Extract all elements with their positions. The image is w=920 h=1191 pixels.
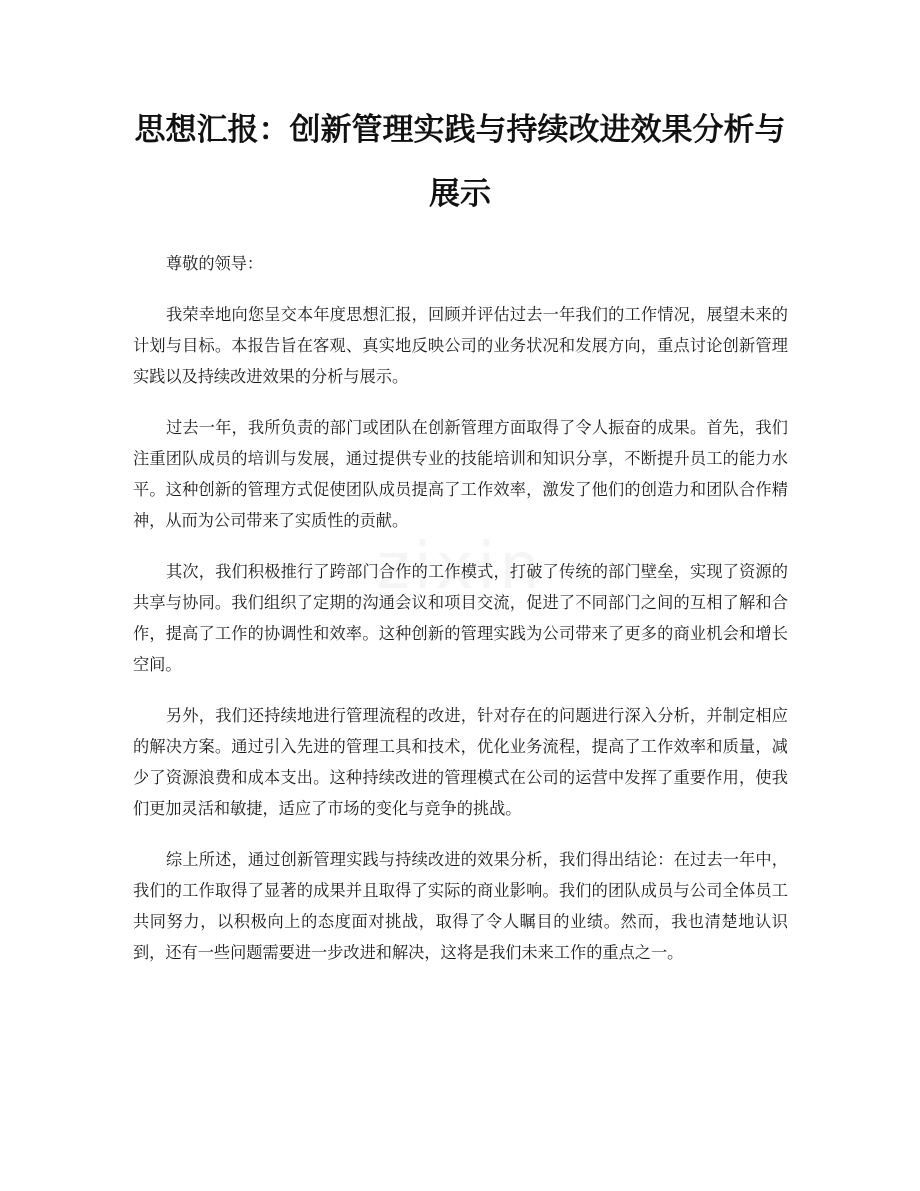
paragraph-conclusion: 综上所述，通过创新管理实践与持续改进的效果分析，我们得出结论：在过去一年中，我们的工作取得了显著的成果并且取得了实际的商业影响。我们的团队成员与公司全体员工共同努力，以积极向上的态度面对挑战，取得了令人瞩目的业绩。然而，我也清楚地认识到，还有一些问题需要进一步改进和解决，这将是我们未来工作的重点之一。 (133, 850, 788, 962)
paragraph-training: 过去一年，我所负责的部门或团队在创新管理方面取得了令人振奋的成果。首先，我们注重团队成员的培训与发展，通过提供专业的技能培训和知识分享，不断提升员工的能力水平。这种创新的管理方式促使团队成员提高了工作效率，激发了他们的创造力和团队合作精神，从而为公司带来了实质性的贡献。 (133, 418, 788, 530)
paragraph-process-improvement: 另外，我们还持续地进行管理流程的改进，针对存在的问题进行深入分析，并制定相应的解决方案。通过引入先进的管理工具和技术，优化业务流程，提高了工作效率和质量，减少了资源浪费和成本支出。这种持续改进的管理模式在公司的运营中发挥了重要作用，使我们更加灵活和敏捷，适应了市场的变化与竞争的挑战。 (133, 706, 788, 818)
paragraph-intro: 我荣幸地向您呈交本年度思想汇报，回顾并评估过去一年我们的工作情况，展望未来的计划与目标。本报告旨在客观、真实地反映公司的业务状况和发展方向，重点讨论创新管理实践以及持续改进效果的分析与展示。 (133, 305, 788, 386)
document-body (133, 248, 788, 988)
document-title: 思想汇报：创新管理实践与持续改进效果分析与展示 (134, 112, 786, 212)
watermark: zixin (376, 530, 544, 604)
salutation: 尊敬的领导： (166, 254, 264, 273)
paragraph-collaboration: 其次，我们积极推行了跨部门合作的工作模式，打破了传统的部门壁垒，实现了资源的共享与协同。我们组织了定期的沟通会议和项目交流，促进了不同部门之间的互相了解和合作，提高了工作的协调性和效率。这种创新的管理实践为公司带来了更多的商业机会和增长空间。 (133, 562, 788, 674)
